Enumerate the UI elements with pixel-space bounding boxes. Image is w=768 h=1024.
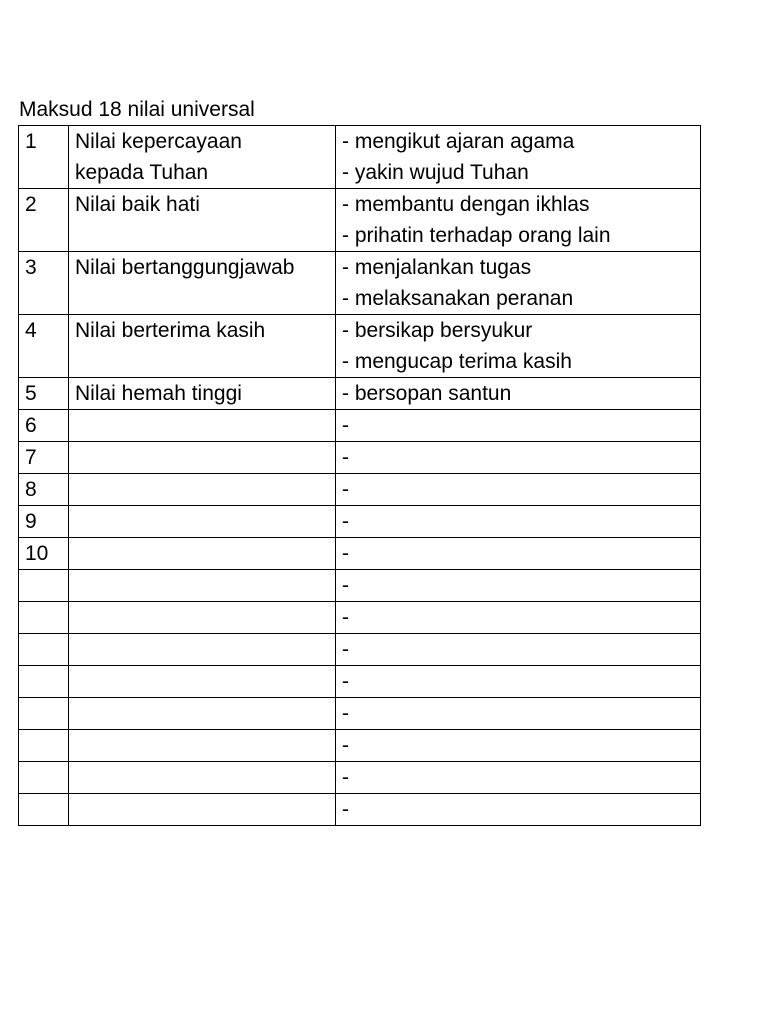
row-number: 1 xyxy=(19,126,69,189)
table-row xyxy=(19,602,701,634)
maksud-line: - membantu dengan ikhlas xyxy=(342,193,590,216)
row-number xyxy=(19,666,69,698)
maksud-cell xyxy=(336,442,701,474)
maksud-cell xyxy=(336,762,701,794)
table-row xyxy=(19,698,701,730)
maksud-line: - xyxy=(342,478,349,501)
row-number xyxy=(19,762,69,794)
maksud-line: - mengikut ajaran agama xyxy=(342,130,575,153)
maksud-line: - xyxy=(342,670,349,693)
nilai-line: kepada Tuhan xyxy=(75,161,209,184)
maksud-line: - xyxy=(342,734,349,757)
maksud-line: - menjalankan tugas xyxy=(342,256,532,279)
table-row xyxy=(19,410,701,442)
nilai-cell xyxy=(69,442,336,474)
row-number xyxy=(19,794,69,826)
maksud-cell xyxy=(336,126,701,189)
maksud-cell xyxy=(336,474,701,506)
maksud-line: - xyxy=(342,638,349,661)
document-title: Maksud 18 nilai universal xyxy=(19,98,255,121)
table-row xyxy=(19,634,701,666)
maksud-cell xyxy=(336,570,701,602)
nilai-cell xyxy=(69,538,336,570)
maksud-cell xyxy=(336,252,701,315)
nilai-cell xyxy=(69,794,336,826)
maksud-cell xyxy=(336,602,701,634)
nilai-line: Nilai baik hati xyxy=(75,193,200,216)
maksud-line: - yakin wujud Tuhan xyxy=(342,161,529,184)
row-number xyxy=(19,634,69,666)
nilai-cell xyxy=(69,666,336,698)
row-number: 9 xyxy=(19,506,69,538)
table-row xyxy=(19,189,701,252)
table-row xyxy=(19,666,701,698)
row-number: 4 xyxy=(19,315,69,378)
row-number: 5 xyxy=(19,378,69,410)
maksud-cell xyxy=(336,538,701,570)
maksud-cell xyxy=(336,315,701,378)
maksud-line: - xyxy=(342,510,349,533)
row-number: 8 xyxy=(19,474,69,506)
table-row xyxy=(19,730,701,762)
maksud-line: - xyxy=(342,574,349,597)
maksud-cell xyxy=(336,730,701,762)
nilai-cell xyxy=(69,730,336,762)
maksud-line: - bersikap bersyukur xyxy=(342,319,533,342)
table-row xyxy=(19,538,701,570)
nilai-cell xyxy=(69,474,336,506)
nilai-cell xyxy=(69,570,336,602)
row-number: 6 xyxy=(19,410,69,442)
row-number xyxy=(19,570,69,602)
table-row xyxy=(19,126,701,189)
table-row xyxy=(19,570,701,602)
maksud-line: - melaksanakan peranan xyxy=(342,287,574,310)
maksud-line: - xyxy=(342,702,349,725)
nilai-cell xyxy=(69,252,336,315)
nilai-cell xyxy=(69,698,336,730)
row-number: 3 xyxy=(19,252,69,315)
maksud-cell xyxy=(336,189,701,252)
table-row xyxy=(19,506,701,538)
nilai-line: Nilai bertanggungjawab xyxy=(75,256,295,279)
table-row xyxy=(19,252,701,315)
nilai-cell xyxy=(69,378,336,410)
table-row xyxy=(19,474,701,506)
row-number xyxy=(19,730,69,762)
nilai-cell xyxy=(69,189,336,252)
nilai-line: Nilai hemah tinggi xyxy=(75,382,242,405)
table-row xyxy=(19,442,701,474)
maksud-cell xyxy=(336,410,701,442)
values-table xyxy=(18,125,701,826)
nilai-cell xyxy=(69,762,336,794)
row-number xyxy=(19,698,69,730)
maksud-cell xyxy=(336,666,701,698)
row-number: 7 xyxy=(19,442,69,474)
nilai-cell xyxy=(69,315,336,378)
maksud-line: - prihatin terhadap orang lain xyxy=(342,224,611,247)
maksud-line: - xyxy=(342,606,349,629)
nilai-line: Nilai kepercayaan xyxy=(75,130,242,153)
maksud-cell xyxy=(336,634,701,666)
maksud-line: - xyxy=(342,542,349,565)
nilai-cell xyxy=(69,410,336,442)
nilai-cell xyxy=(69,126,336,189)
maksud-cell xyxy=(336,506,701,538)
nilai-line: Nilai berterima kasih xyxy=(75,319,266,342)
maksud-line: - bersopan santun xyxy=(342,382,512,405)
maksud-line: - xyxy=(342,446,349,469)
table-body xyxy=(19,126,701,826)
maksud-cell xyxy=(336,378,701,410)
maksud-line: - xyxy=(342,798,349,821)
maksud-line: - xyxy=(342,414,349,437)
nilai-cell xyxy=(69,602,336,634)
row-number xyxy=(19,602,69,634)
maksud-line: - mengucap terima kasih xyxy=(342,350,572,373)
maksud-line: - xyxy=(342,766,349,789)
table-row xyxy=(19,794,701,826)
table-row xyxy=(19,315,701,378)
row-number: 10 xyxy=(19,538,69,570)
maksud-cell xyxy=(336,794,701,826)
table-row xyxy=(19,762,701,794)
table-row xyxy=(19,378,701,410)
row-number: 2 xyxy=(19,189,69,252)
nilai-cell xyxy=(69,634,336,666)
nilai-cell xyxy=(69,506,336,538)
maksud-cell xyxy=(336,698,701,730)
